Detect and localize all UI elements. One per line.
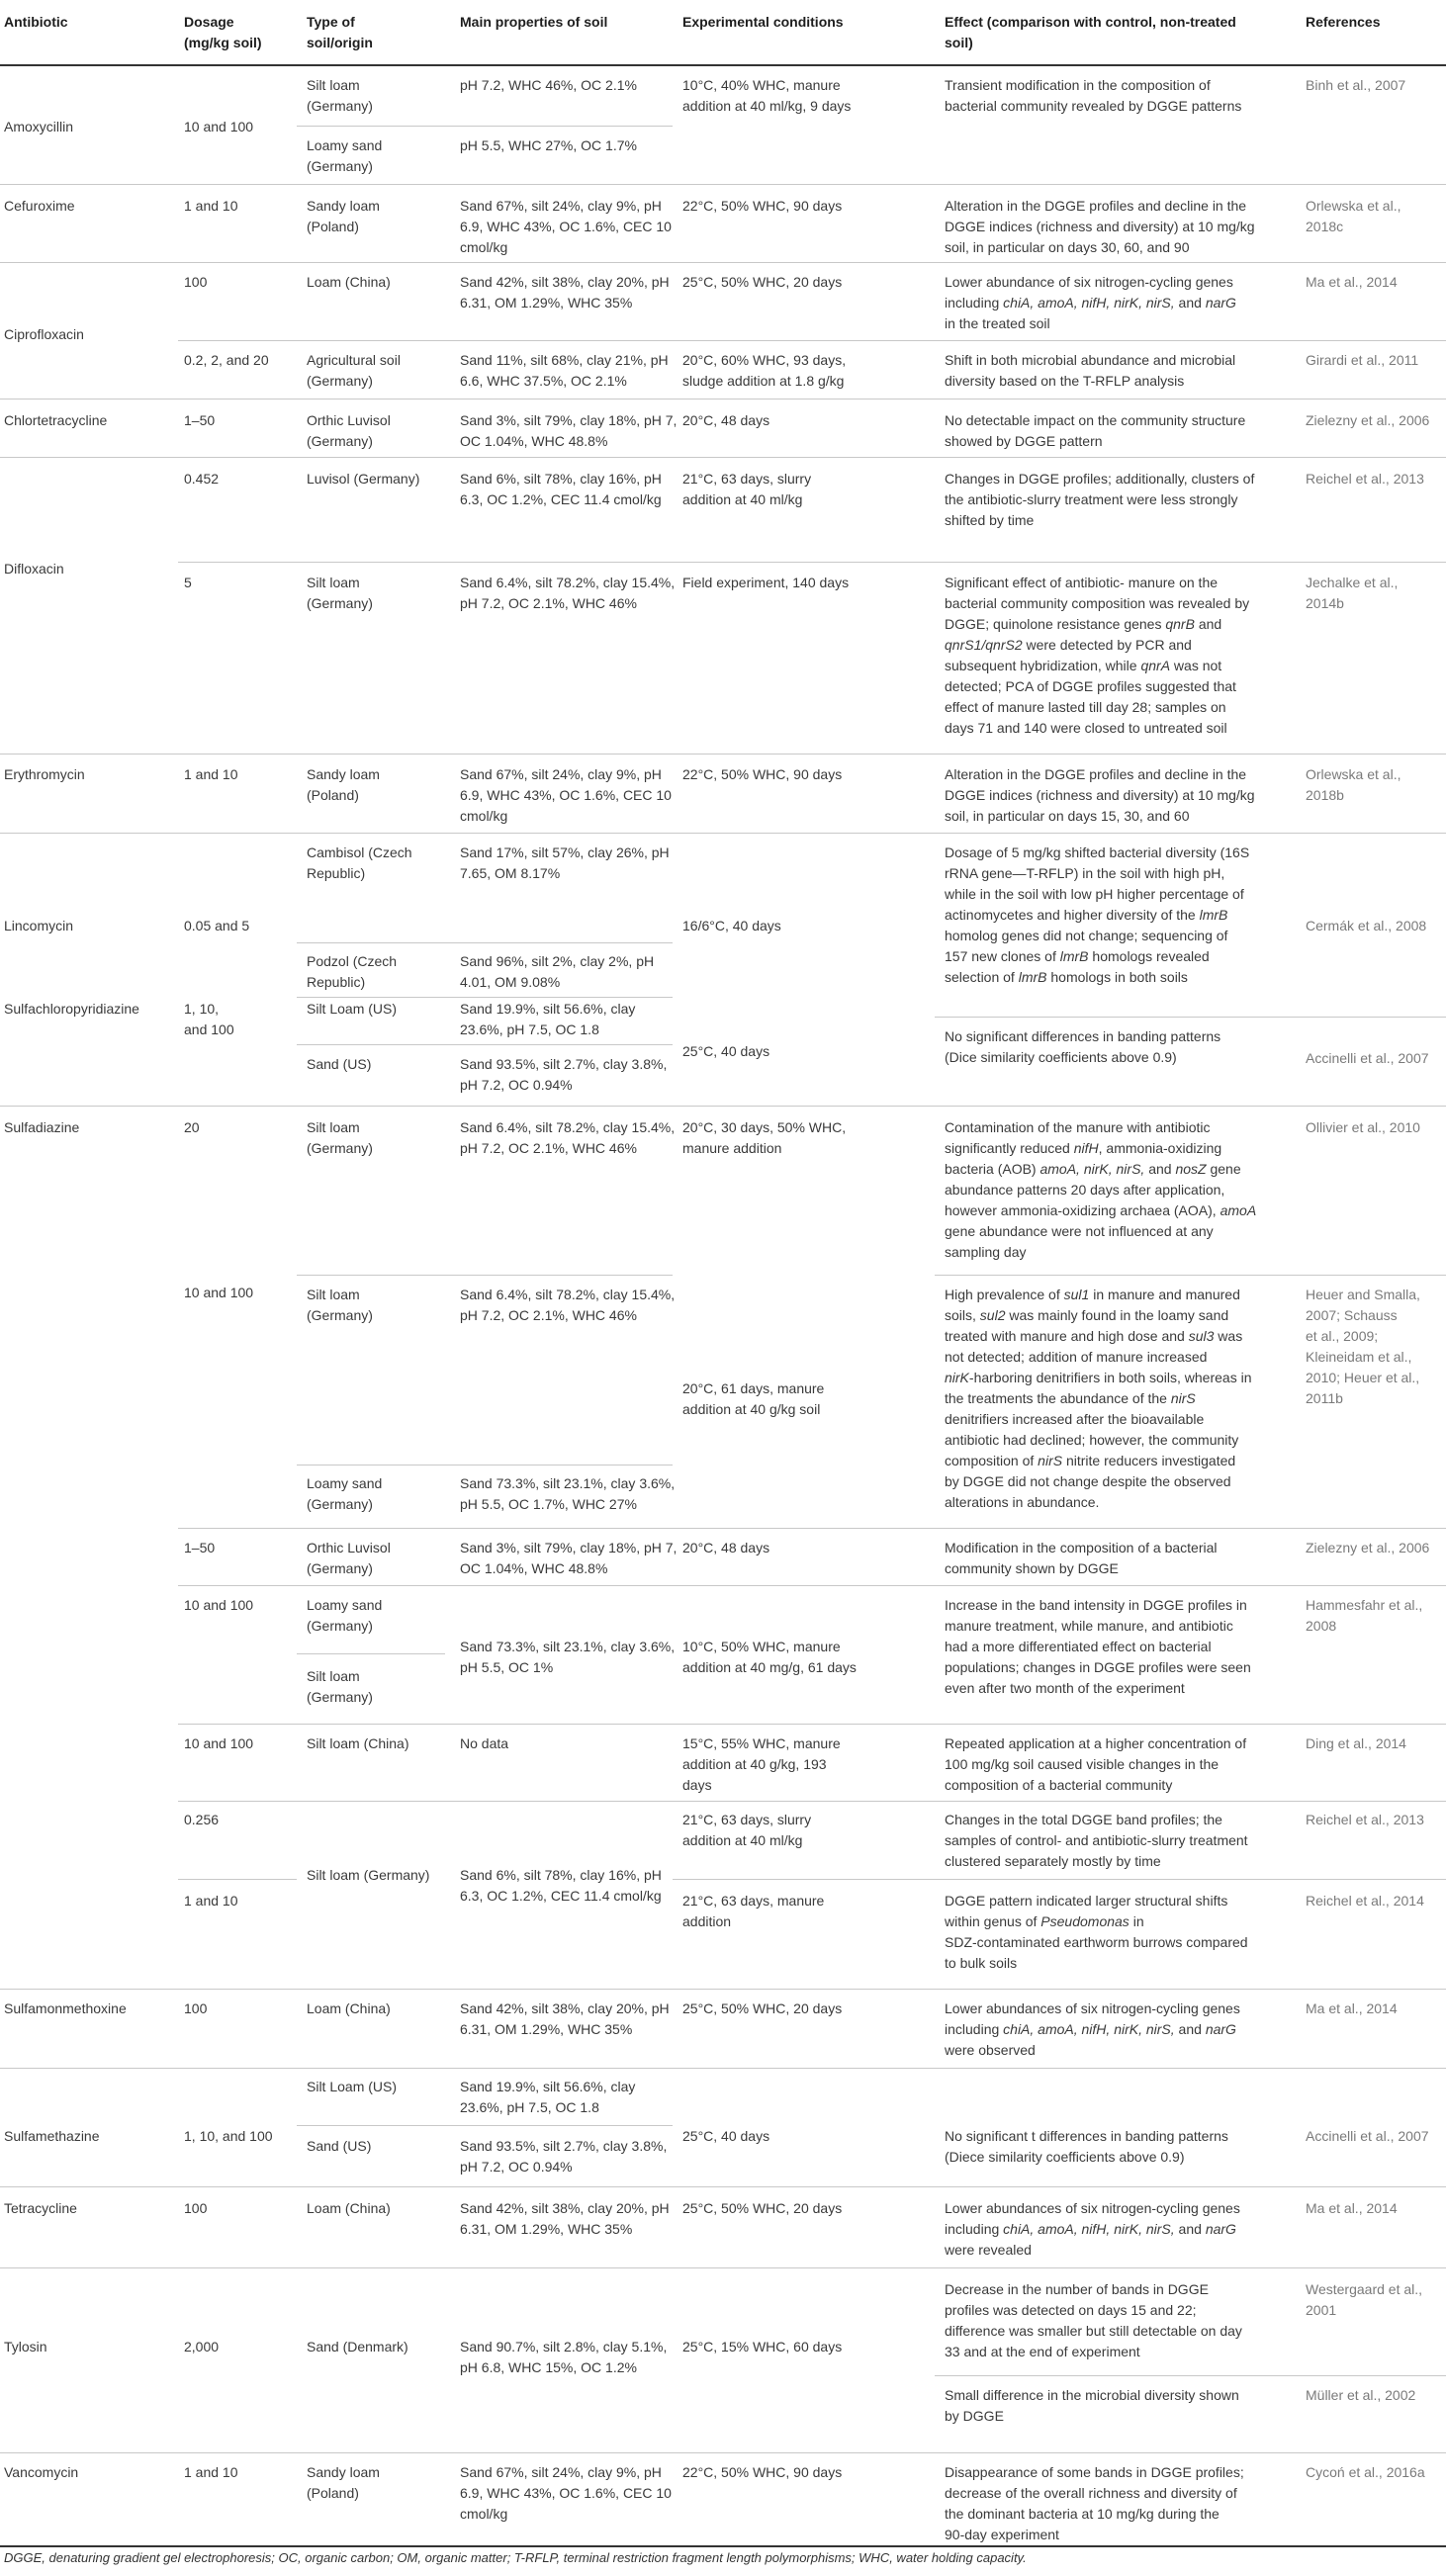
effect: No detectable impact on the community structure showed by DGGE pattern xyxy=(945,412,1246,449)
row-divider xyxy=(0,1106,1446,1107)
dosage: 10 and 100 xyxy=(184,119,254,134)
antibiotic-name: Chlortetracycline xyxy=(4,412,108,428)
soil-type: Silt Loam (US) xyxy=(307,1001,398,1017)
soil-properties: Sand 90.7%, silt 2.8%, clay 5.1%, pH 6.8, WHC 15%, OC 1.2% xyxy=(460,2339,668,2375)
effect: Lower abundances of six nitrogen-cycling genes including chiA, amoA, nifH, nirK, nirS, and narG were observed xyxy=(945,2000,1240,2058)
effect: Increase in the band intensity in DGGE profiles in manure treatment, while manure, and antibiotic had a more differentiated effect on bacterial populations; changes in DGGE profiles were seen even after two month of the experiment xyxy=(945,1597,1251,1696)
antibiotic-name: Tylosin xyxy=(4,2339,47,2354)
soil-properties: Sand 93.5%, silt 2.7%, clay 3.8%, pH 7.2, OC 0.94% xyxy=(460,1056,668,1093)
reference: Girardi et al., 2011 xyxy=(1306,352,1419,368)
soil-type: Orthic Luvisol (Germany) xyxy=(307,412,391,449)
antibiotic-name: Sulfamethazine xyxy=(4,2128,100,2144)
effect: Small difference in the microbial diversity shown by DGGE xyxy=(945,2387,1239,2424)
soil-type: Cambisol (Czech Republic) xyxy=(307,844,412,881)
soil-type: Loam (China) xyxy=(307,274,391,290)
reference: Müller et al., 2002 xyxy=(1306,2387,1416,2403)
effect: Repeated application at a higher concentration of 100 mg/kg soil caused visible changes in the composition of a bacterial community xyxy=(945,1735,1247,1793)
row-divider xyxy=(0,1989,1446,1990)
dosage: 10 and 100 xyxy=(184,1285,254,1300)
conditions: 22°C, 50% WHC, 90 days xyxy=(682,2464,843,2480)
reference: Ma et al., 2014 xyxy=(1306,2200,1398,2216)
row-divider xyxy=(178,340,1446,341)
soil-properties: Sand 3%, silt 79%, clay 18%, pH 7, OC 1.04%, WHC 48.8% xyxy=(460,412,678,449)
effect: Disappearance of some bands in DGGE profiles; decrease of the overall richness and diversity of the dominant bacteria at 10 mg/kg during the 90-day experiment xyxy=(945,2464,1244,2542)
effect: Changes in DGGE profiles; additionally, clusters of the antibiotic-slurry treatment were less strongly shifted by time xyxy=(945,471,1255,528)
row-divider xyxy=(178,1585,1446,1586)
conditions: 20°C, 61 days, manure addition at 40 g/kg soil xyxy=(682,1380,825,1417)
reference: Reichel et al., 2013 xyxy=(1306,1812,1424,1827)
effect: Lower abundance of six nitrogen-cycling genes including chiA, amoA, nifH, nirK, nirS, and narG in the treated soil xyxy=(945,274,1236,331)
effect: Modification in the composition of a bacterial community shown by DGGE xyxy=(945,1540,1218,1576)
conditions: 25°C, 50% WHC, 20 days xyxy=(682,2200,843,2216)
dosage: 5 xyxy=(184,575,192,590)
soil-type: Loamy sand (Germany) xyxy=(307,137,383,174)
row-divider xyxy=(178,1801,1446,1802)
antibiotic-name: Ciprofloxacin xyxy=(4,326,84,342)
soil-properties: Sand 19.9%, silt 56.6%, clay 23.6%, pH 7.5, OC 1.8 xyxy=(460,1001,636,1037)
header-properties: Main properties of soil xyxy=(460,14,608,30)
dosage: 100 xyxy=(184,274,208,290)
dosage: 1–50 xyxy=(184,412,216,428)
dosage: 20 xyxy=(184,1119,200,1135)
soil-type: Sandy loam (Poland) xyxy=(307,198,380,234)
reference: Ma et al., 2014 xyxy=(1306,274,1398,290)
dosage: 0.452 xyxy=(184,471,220,487)
row-divider xyxy=(673,1879,1446,1880)
conditions: 16/6°C, 40 days xyxy=(682,918,781,933)
soil-properties: Sand 42%, silt 38%, clay 20%, pH 6.31, OM 1.29%, WHC 35% xyxy=(460,2200,670,2237)
conditions: Field experiment, 140 days xyxy=(682,575,850,590)
table-bottom-rule xyxy=(0,2545,1446,2547)
antibiotic-name: Amoxycillin xyxy=(4,119,74,134)
effect: Alteration in the DGGE profiles and decline in the DGGE indices (richness and diversity) at 10 mg/kg soil, in particular on days 30, 60, and 90 xyxy=(945,198,1255,255)
conditions: 22°C, 50% WHC, 90 days xyxy=(682,198,843,214)
soil-properties: Sand 73.3%, silt 23.1%, clay 3.6%, pH 5.5, OC 1% xyxy=(460,1639,676,1675)
conditions: 20°C, 60% WHC, 93 days, sludge addition at 1.8 g/kg xyxy=(682,352,847,389)
soil-properties: Sand 3%, silt 79%, clay 18%, pH 7, OC 1.04%, WHC 48.8% xyxy=(460,1540,678,1576)
antibiotic-name: Sulfachloropyridiazine xyxy=(4,1001,139,1017)
soil-type: Silt Loam (US) xyxy=(307,2079,398,2094)
effect: Alteration in the DGGE profiles and decline in the DGGE indices (richness and diversity) at 10 mg/kg soil, in particular on days 15, 30, and 60 xyxy=(945,766,1255,824)
reference: Orlewska et al., 2018b xyxy=(1306,766,1401,803)
row-divider xyxy=(0,2068,1446,2069)
dosage: 1 and 10 xyxy=(184,2464,238,2480)
soil-type: Agricultural soil (Germany) xyxy=(307,352,401,389)
reference: Reichel et al., 2014 xyxy=(1306,1893,1424,1909)
soil-properties: Sand 67%, silt 24%, clay 9%, pH 6.9, WHC 43%, OC 1.6%, CEC 10 cmol/kg xyxy=(460,198,672,255)
row-divider xyxy=(0,262,1446,263)
dosage: 100 xyxy=(184,2000,208,2016)
header-conditions: Experimental conditions xyxy=(682,14,844,30)
soil-type: Silt loam (Germany) xyxy=(307,575,373,611)
conditions: 20°C, 48 days xyxy=(682,1540,770,1555)
reference: Ding et al., 2014 xyxy=(1306,1735,1406,1751)
header-effect: Effect (comparison with control, non-treated soil) xyxy=(945,14,1236,50)
header-soil-type: Type of soil/origin xyxy=(307,14,373,50)
header-references: References xyxy=(1306,14,1381,30)
soil-properties: Sand 42%, silt 38%, clay 20%, pH 6.31, OM 1.29%, WHC 35% xyxy=(460,274,670,311)
soil-properties: Sand 6.4%, silt 78.2%, clay 15.4%, pH 7.2, OC 2.1%, WHC 46% xyxy=(460,575,676,611)
dosage: 100 xyxy=(184,2200,208,2216)
soil-properties: Sand 93.5%, silt 2.7%, clay 3.8%, pH 7.2, OC 0.94% xyxy=(460,2138,668,2175)
reference: Cermák et al., 2008 xyxy=(1306,918,1427,933)
row-divider xyxy=(0,2267,1446,2268)
dosage: 1, 10, and 100 xyxy=(184,1001,234,1037)
row-divider xyxy=(0,2186,1446,2187)
antibiotic-name: Cefuroxime xyxy=(4,198,75,214)
conditions: 10°C, 50% WHC, manure addition at 40 mg/g, 61 days xyxy=(682,1639,857,1675)
conditions: 25°C, 50% WHC, 20 days xyxy=(682,2000,843,2016)
conditions: 25°C, 40 days xyxy=(682,1043,770,1059)
dosage: 1–50 xyxy=(184,1540,216,1555)
soil-type: Silt loam (China) xyxy=(307,1735,409,1751)
row-divider xyxy=(297,126,673,127)
reference: Zielezny et al., 2006 xyxy=(1306,412,1430,428)
soil-properties: pH 5.5, WHC 27%, OC 1.7% xyxy=(460,137,637,153)
row-divider xyxy=(297,1044,673,1045)
conditions: 15°C, 55% WHC, manure addition at 40 g/kg, 193 days xyxy=(682,1735,841,1793)
reference: Cycoń et al., 2016a xyxy=(1306,2464,1425,2480)
row-divider xyxy=(297,942,673,943)
soil-type: Silt loam (Germany) xyxy=(307,77,373,114)
row-divider xyxy=(935,1275,1446,1276)
effect: Transient modification in the composition of bacterial community revealed by DGGE patterns xyxy=(945,77,1242,114)
header-rule xyxy=(0,64,1446,66)
soil-properties: No data xyxy=(460,1735,509,1751)
soil-properties: Sand 67%, silt 24%, clay 9%, pH 6.9, WHC 43%, OC 1.6%, CEC 10 cmol/kg xyxy=(460,766,672,824)
soil-type: Silt loam (Germany) xyxy=(307,1119,373,1156)
soil-type: Loam (China) xyxy=(307,2200,391,2216)
reference: Orlewska et al., 2018c xyxy=(1306,198,1401,234)
antibiotic-name: Lincomycin xyxy=(4,918,74,933)
row-divider xyxy=(297,1465,673,1466)
row-divider xyxy=(297,2125,673,2126)
row-divider xyxy=(0,833,1446,834)
dosage: 2,000 xyxy=(184,2339,220,2354)
soil-properties: Sand 17%, silt 57%, clay 26%, pH 7.65, OM 8.17% xyxy=(460,844,670,881)
soil-properties: Sand 67%, silt 24%, clay 9%, pH 6.9, WHC 43%, OC 1.6%, CEC 10 cmol/kg xyxy=(460,2464,672,2522)
dosage: 10 and 100 xyxy=(184,1735,254,1751)
row-divider xyxy=(0,2452,1446,2453)
row-divider xyxy=(935,2375,1446,2376)
reference: Ma et al., 2014 xyxy=(1306,2000,1398,2016)
header-dosage: Dosage (mg/kg soil) xyxy=(184,14,262,50)
effect: Changes in the total DGGE band profiles; the samples of control- and antibiotic-slurry treatment clustered separately mostly by time xyxy=(945,1812,1248,1869)
effect: High prevalence of sul1 in manure and manured soils, sul2 was mainly found in the loamy sand treated with manure and high dose and sul3 was not detected; addition of manure increased nirK-harboring denitrifiers in both soils, whereas in the treatments the abundance of the nirS denitrifiers increased after the bioavailable antibiotic had declined; however, the community composition of nirS nitrite reducers investigated by DGGE did not change despite the observed alterations in abundance. xyxy=(945,1287,1252,1510)
soil-properties: Sand 6%, silt 78%, clay 16%, pH 6.3, OC 1.2%, CEC 11.4 cmol/kg xyxy=(460,1867,662,1904)
table-footnote: DGGE, denaturing gradient gel electrophoresis; OC, organic carbon; OM, organic matter; T-RFLP, terminal restriction fragment length polymorphisms; WHC, water holding capacity. xyxy=(4,2550,1027,2565)
soil-properties: Sand 6%, silt 78%, clay 16%, pH 6.3, OC 1.2%, CEC 11.4 cmol/kg xyxy=(460,471,662,507)
row-divider xyxy=(0,399,1446,400)
dosage: 1 and 10 xyxy=(184,198,238,214)
soil-properties: Sand 96%, silt 2%, clay 2%, pH 4.01, OM 9.08% xyxy=(460,953,655,990)
row-divider xyxy=(178,1724,1446,1725)
soil-type: Sandy loam (Poland) xyxy=(307,766,380,803)
soil-type: Sandy loam (Poland) xyxy=(307,2464,380,2501)
antibiotic-name: Sulfadiazine xyxy=(4,1119,80,1135)
soil-properties: Sand 6.4%, silt 78.2%, clay 15.4%, pH 7.2, OC 2.1%, WHC 46% xyxy=(460,1119,676,1156)
effect: No significant t differences in banding patterns (Diece similarity coefficients above 0.9) xyxy=(945,2128,1228,2165)
reference: Zielezny et al., 2006 xyxy=(1306,1540,1430,1555)
conditions: 10°C, 40% WHC, manure addition at 40 ml/kg, 9 days xyxy=(682,77,852,114)
reference: Binh et al., 2007 xyxy=(1306,77,1406,93)
soil-type: Loam (China) xyxy=(307,2000,391,2016)
conditions: 25°C, 15% WHC, 60 days xyxy=(682,2339,843,2354)
conditions: 25°C, 50% WHC, 20 days xyxy=(682,274,843,290)
soil-type: Silt loam (Germany) xyxy=(307,1287,373,1323)
reference: Accinelli et al., 2007 xyxy=(1306,1050,1429,1066)
soil-properties: Sand 42%, silt 38%, clay 20%, pH 6.31, OM 1.29%, WHC 35% xyxy=(460,2000,670,2037)
soil-properties: Sand 19.9%, silt 56.6%, clay 23.6%, pH 7.5, OC 1.8 xyxy=(460,2079,636,2115)
reference: Hammesfahr et al., 2008 xyxy=(1306,1597,1423,1634)
soil-type: Loamy sand (Germany) xyxy=(307,1597,383,1634)
soil-type: Sand (Denmark) xyxy=(307,2339,408,2354)
reference: Heuer and Smalla, 2007; Schauss et al., 2009; Kleineidam et al., 2010; Heuer et al., 2011b xyxy=(1306,1287,1420,1406)
effect: Decrease in the number of bands in DGGE profiles was detected on days 15 and 22; difference was smaller but still detectable on day 33 and at the end of experiment xyxy=(945,2281,1242,2359)
soil-properties: Sand 6.4%, silt 78.2%, clay 15.4%, pH 7.2, OC 2.1%, WHC 46% xyxy=(460,1287,676,1323)
row-divider xyxy=(297,1275,673,1276)
dosage: 10 and 100 xyxy=(184,1597,254,1613)
effect: Dosage of 5 mg/kg shifted bacterial diversity (16S rRNA gene—T-RFLP) in the soil with high pH, while in the soil with low pH higher percentage of actinomycetes and higher diversity of the lmrB homolog genes did not change; sequencing of 157 new clones of lmrB homologs revealed selection of lmrB homologs in both soils xyxy=(945,844,1250,985)
dosage: 0.2, 2, and 20 xyxy=(184,352,269,368)
reference: Ollivier et al., 2010 xyxy=(1306,1119,1420,1135)
effect: No significant differences in banding patterns (Dice similarity coefficients above 0.9) xyxy=(945,1028,1221,1065)
effect: DGGE pattern indicated larger structural shifts within genus of Pseudomonas in SDZ-contaminated earthworm burrows compared to bulk soils xyxy=(945,1893,1248,1971)
reference: Reichel et al., 2013 xyxy=(1306,471,1424,487)
row-divider xyxy=(0,754,1446,755)
conditions: 25°C, 40 days xyxy=(682,2128,770,2144)
antibiotic-name: Vancomycin xyxy=(4,2464,79,2480)
conditions: 21°C, 63 days, slurry addition at 40 ml/kg xyxy=(682,471,812,507)
soil-type: Podzol (Czech Republic) xyxy=(307,953,398,990)
reference: Accinelli et al., 2007 xyxy=(1306,2128,1429,2144)
antibiotic-name: Difloxacin xyxy=(4,561,64,577)
soil-properties: Sand 11%, silt 68%, clay 21%, pH 6.6, WHC 37.5%, OC 2.1% xyxy=(460,352,669,389)
soil-properties: Sand 73.3%, silt 23.1%, clay 3.6%, pH 5.5, OC 1.7%, WHC 27% xyxy=(460,1475,676,1512)
soil-type: Orthic Luvisol (Germany) xyxy=(307,1540,391,1576)
dosage: 0.05 and 5 xyxy=(184,918,250,933)
antibiotic-name: Tetracycline xyxy=(4,2200,77,2216)
effect: Contamination of the manure with antibiotic significantly reduced nifH, ammonia-oxidizing bacteria (AOB) amoA, nirK, nirS, and nosZ gene abundance patterns 20 days after application, however ammonia-oxidizing archaea (AOA), amoA gene abundance were not influenced at any sampling day xyxy=(945,1119,1257,1260)
conditions: 20°C, 30 days, 50% WHC, manure addition xyxy=(682,1119,847,1156)
soil-type: Sand (US) xyxy=(307,2138,372,2154)
soil-properties: pH 7.2, WHC 46%, OC 2.1% xyxy=(460,77,637,93)
row-divider xyxy=(0,457,1446,458)
soil-type: Silt loam (Germany) xyxy=(307,1668,373,1705)
reference: Westergaard et al., 2001 xyxy=(1306,2281,1423,2318)
effect: Shift in both microbial abundance and microbial diversity based on the T-RFLP analysis xyxy=(945,352,1236,389)
soil-type: Loamy sand (Germany) xyxy=(307,1475,383,1512)
dosage: 1, 10, and 100 xyxy=(184,2128,273,2144)
soil-type: Luvisol (Germany) xyxy=(307,471,420,487)
dosage: 1 and 10 xyxy=(184,766,238,782)
dosage: 0.256 xyxy=(184,1812,220,1827)
row-divider xyxy=(178,1528,1446,1529)
soil-type: Sand (US) xyxy=(307,1056,372,1072)
row-divider xyxy=(297,997,673,998)
header-antibiotic: Antibiotic xyxy=(4,14,68,30)
soil-type: Silt loam (Germany) xyxy=(307,1867,430,1883)
antibiotic-name: Sulfamonmethoxine xyxy=(4,2000,127,2016)
effect: Lower abundances of six nitrogen-cycling genes including chiA, amoA, nifH, nirK, nirS, and narG were revealed xyxy=(945,2200,1240,2258)
effect: Significant effect of antibiotic- manure on the bacterial community composition was revealed by DGGE; quinolone resistance genes qnrB and qnrS1/qnrS2 were detected by PCR and subsequent hybridization, while qnrA was not detected; PCA of DGGE profiles suggested that effect of manure lasted till day 28; samples on days 71 and 140 were closed to untreated soil xyxy=(945,575,1250,736)
conditions: 22°C, 50% WHC, 90 days xyxy=(682,766,843,782)
reference: Jechalke et al., 2014b xyxy=(1306,575,1399,611)
conditions: 20°C, 48 days xyxy=(682,412,770,428)
conditions: 21°C, 63 days, manure addition xyxy=(682,1893,825,1929)
dosage: 1 and 10 xyxy=(184,1893,238,1909)
row-divider xyxy=(0,184,1446,185)
antibiotic-name: Erythromycin xyxy=(4,766,85,782)
row-divider xyxy=(297,1653,445,1654)
row-divider xyxy=(178,562,1446,563)
row-divider xyxy=(178,1879,297,1880)
conditions: 21°C, 63 days, slurry addition at 40 ml/kg xyxy=(682,1812,812,1848)
row-divider xyxy=(935,1017,1446,1018)
